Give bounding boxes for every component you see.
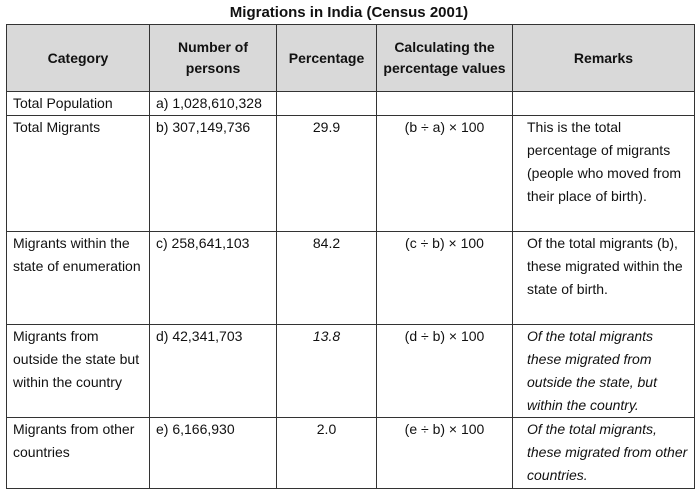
cell-calculation: (b ÷ a) × 100 bbox=[377, 116, 513, 232]
table-row bbox=[7, 418, 695, 489]
cell-remarks: This is the total percentage of migrants (people who moved from their place of birth). bbox=[513, 116, 695, 232]
cell-calculation: (c ÷ b) × 100 bbox=[377, 232, 513, 325]
cell-number: b) 307,149,736 bbox=[150, 116, 277, 232]
header-calculating: Calculating the percentage values bbox=[377, 25, 513, 92]
table-row bbox=[7, 325, 695, 418]
migration-table bbox=[6, 24, 695, 489]
cell-percentage: 2.0 bbox=[277, 418, 377, 489]
header-percentage: Percentage bbox=[277, 25, 377, 92]
cell-number: e) 6,166,930 bbox=[150, 418, 277, 489]
cell-category: Total Migrants bbox=[7, 116, 150, 232]
cell-category: Migrants from outside the state but within the country bbox=[7, 325, 150, 418]
cell-calculation bbox=[377, 92, 513, 116]
header-category: Category bbox=[7, 25, 150, 92]
cell-remarks bbox=[513, 92, 695, 116]
table-row bbox=[7, 116, 695, 232]
cell-remarks: Of the total migrants (b), these migrated within the state of birth. bbox=[513, 232, 695, 325]
cell-category: Total Population bbox=[7, 92, 150, 116]
header-row bbox=[7, 25, 695, 92]
table-row bbox=[7, 92, 695, 116]
cell-remarks: Of the total migrants, these migrated from other countries. bbox=[513, 418, 695, 489]
cell-remarks: Of the total migrants these migrated from outside the state, but within the country. bbox=[513, 325, 695, 418]
header-remarks: Remarks bbox=[513, 25, 695, 92]
cell-category: Migrants from other countries bbox=[7, 418, 150, 489]
cell-number: a) 1,028,610,328 bbox=[150, 92, 277, 116]
cell-percentage bbox=[277, 92, 377, 116]
cell-percentage: 13.8 bbox=[277, 325, 377, 418]
cell-number: c) 258,641,103 bbox=[150, 232, 277, 325]
cell-category: Migrants within the state of enumeration bbox=[7, 232, 150, 325]
cell-percentage: 29.9 bbox=[277, 116, 377, 232]
cell-calculation: (e ÷ b) × 100 bbox=[377, 418, 513, 489]
cell-calculation: (d ÷ b) × 100 bbox=[377, 325, 513, 418]
header-number-of-persons: Number of persons bbox=[150, 25, 277, 92]
table-row bbox=[7, 232, 695, 325]
cell-percentage: 84.2 bbox=[277, 232, 377, 325]
cell-number: d) 42,341,703 bbox=[150, 325, 277, 418]
table-title: Migrations in India (Census 2001) bbox=[229, 4, 469, 21]
